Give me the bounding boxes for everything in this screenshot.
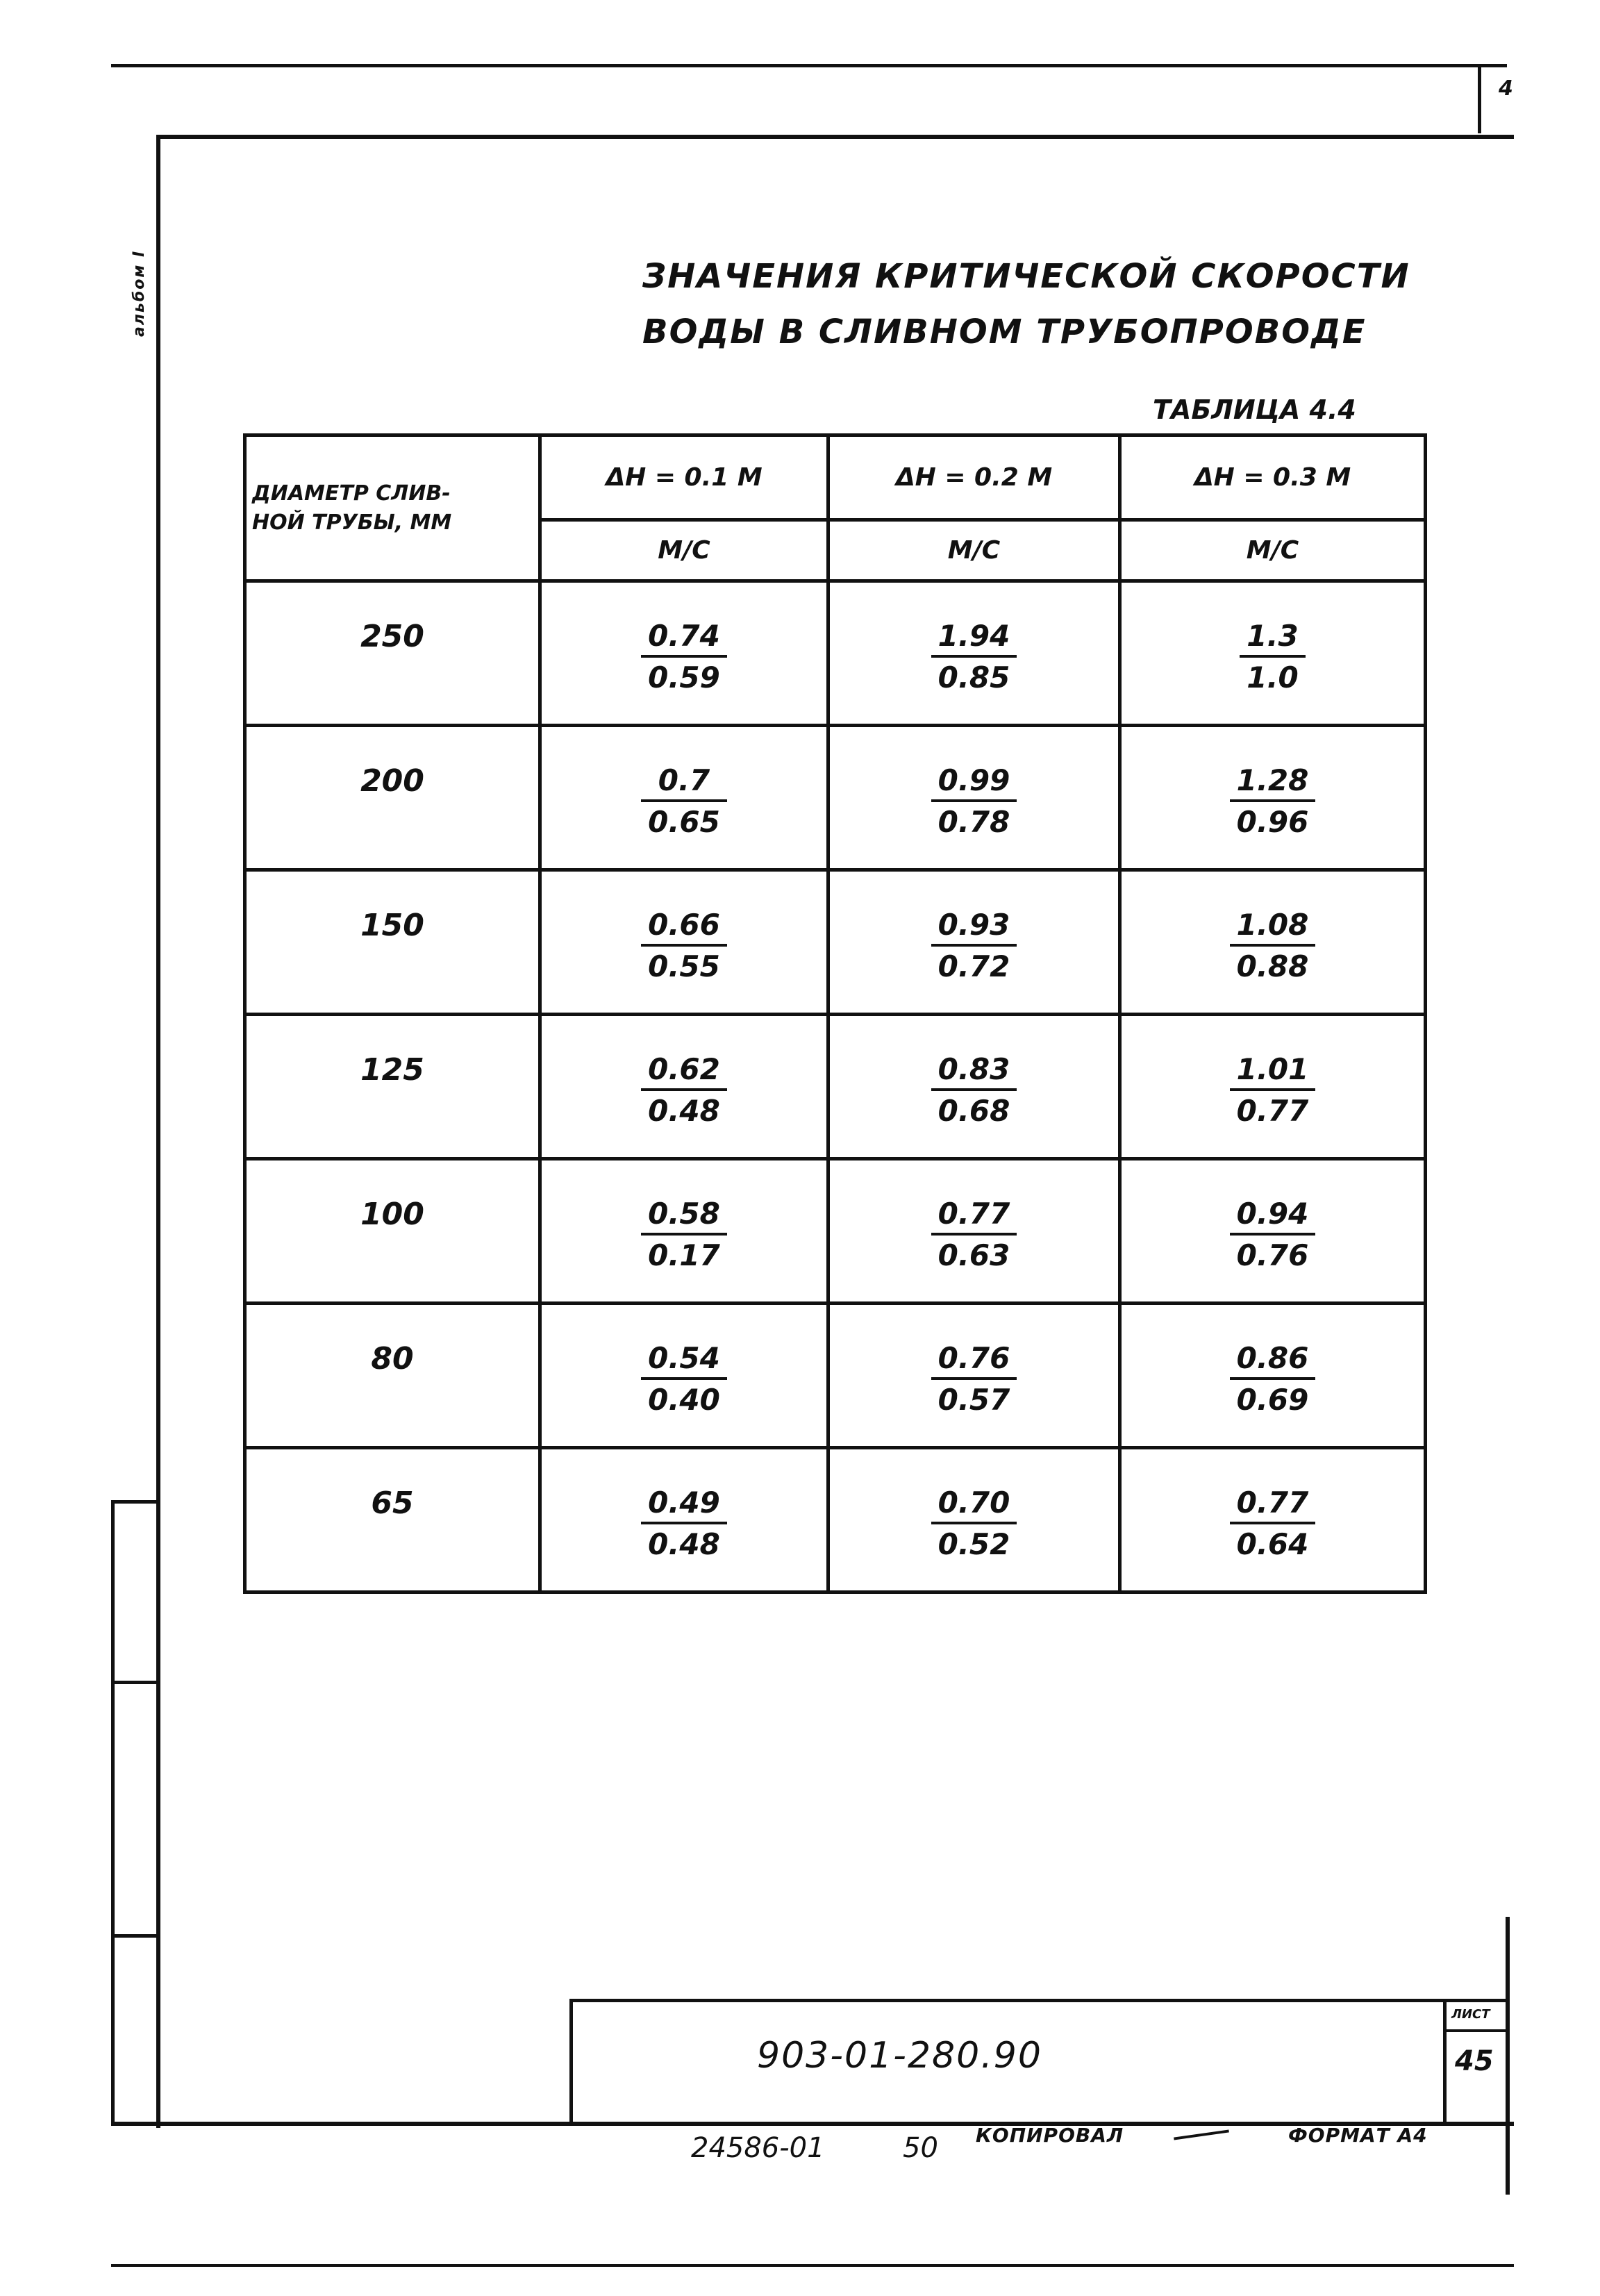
velocity-top: 0.66 bbox=[641, 908, 727, 947]
value-cell bbox=[540, 581, 828, 726]
corner-number: 4 bbox=[1499, 76, 1513, 101]
velocity-bottom: 0.48 bbox=[648, 1527, 720, 1561]
value-cell bbox=[828, 726, 1120, 870]
velocity-bottom: 0.57 bbox=[938, 1383, 1010, 1417]
velocity-top: 0.58 bbox=[641, 1197, 727, 1236]
copied-label: КОПИРОВАЛ bbox=[976, 2124, 1124, 2147]
value-cell bbox=[1120, 726, 1426, 870]
value-cell bbox=[1120, 1159, 1426, 1304]
velocity-bottom: 0.76 bbox=[1236, 1238, 1309, 1272]
velocity-bottom: 0.65 bbox=[648, 805, 720, 839]
value-cell bbox=[828, 1448, 1120, 1592]
value-cell bbox=[1120, 1448, 1426, 1592]
velocity-fraction bbox=[931, 1486, 1017, 1562]
velocity-fraction bbox=[641, 1052, 727, 1129]
velocity-bottom: 0.96 bbox=[1236, 805, 1309, 839]
velocity-top: 0.76 bbox=[931, 1341, 1017, 1380]
velocity-bottom: 0.88 bbox=[1236, 949, 1309, 983]
velocity-fraction bbox=[1230, 908, 1316, 984]
unit-cell-3: М/С bbox=[1120, 520, 1426, 581]
unit-cell-1: М/С bbox=[540, 520, 828, 581]
velocity-bottom: 0.64 bbox=[1236, 1527, 1309, 1561]
velocity-top: 0.70 bbox=[931, 1486, 1017, 1524]
diameter-cell: 250 bbox=[245, 581, 540, 726]
velocity-fraction bbox=[641, 1341, 727, 1417]
bottom-edge-line bbox=[111, 2264, 1514, 2267]
velocity-top: 1.3 bbox=[1240, 619, 1305, 658]
velocity-bottom: 0.17 bbox=[648, 1238, 720, 1272]
velocity-bottom: 0.72 bbox=[938, 949, 1010, 983]
header-row bbox=[245, 435, 1426, 520]
value-cell bbox=[540, 1304, 828, 1448]
frame-top-line bbox=[156, 135, 1514, 139]
velocity-bottom: 0.63 bbox=[938, 1238, 1010, 1272]
velocity-fraction bbox=[931, 1197, 1017, 1273]
velocity-fraction bbox=[931, 908, 1017, 984]
frame-right-line bbox=[1506, 1917, 1510, 2195]
stamp-top-line bbox=[569, 1999, 1508, 2002]
diameter-cell: 200 bbox=[245, 726, 540, 870]
velocity-fraction bbox=[1230, 1052, 1316, 1129]
sheet-number: 45 bbox=[1455, 2045, 1494, 2077]
velocity-fraction bbox=[641, 908, 727, 984]
velocity-fraction bbox=[931, 1341, 1017, 1417]
document-code: 903-01-280.90 bbox=[757, 2035, 1042, 2077]
critical-velocity-table bbox=[243, 433, 1427, 1594]
velocity-fraction bbox=[931, 1052, 1017, 1129]
velocity-fraction bbox=[1240, 619, 1305, 695]
velocity-top: 1.08 bbox=[1230, 908, 1316, 947]
velocity-bottom: 1.0 bbox=[1247, 660, 1299, 694]
velocity-bottom: 0.48 bbox=[648, 1094, 720, 1128]
table-row bbox=[245, 581, 1426, 726]
value-cell bbox=[1120, 1304, 1426, 1448]
velocity-fraction bbox=[1230, 1197, 1316, 1273]
velocity-top: 0.77 bbox=[931, 1197, 1017, 1236]
value-cell bbox=[540, 1159, 828, 1304]
stamp-sheet-label-line bbox=[1443, 2029, 1507, 2032]
top-border-line bbox=[111, 64, 1507, 67]
table-row bbox=[245, 1159, 1426, 1304]
velocity-top: 0.54 bbox=[641, 1341, 727, 1380]
side-box-line-1 bbox=[111, 1500, 160, 1504]
album-label: альбом I bbox=[131, 249, 148, 337]
diameter-header bbox=[245, 435, 540, 581]
velocity-top: 1.94 bbox=[931, 619, 1017, 658]
velocity-top: 1.28 bbox=[1230, 763, 1316, 802]
copied-signature bbox=[1174, 2129, 1229, 2140]
footer-number: 50 bbox=[903, 2132, 938, 2164]
velocity-top: 0.86 bbox=[1230, 1341, 1316, 1380]
velocity-fraction bbox=[641, 619, 727, 695]
value-cell bbox=[828, 1015, 1120, 1159]
sheet-label: ЛИСТ bbox=[1451, 2007, 1490, 2022]
velocity-top: 0.62 bbox=[641, 1052, 727, 1091]
velocity-top: 0.7 bbox=[641, 763, 727, 802]
velocity-top: 0.74 bbox=[641, 619, 727, 658]
value-cell bbox=[1120, 1015, 1426, 1159]
velocity-bottom: 0.59 bbox=[648, 660, 720, 694]
velocity-top: 0.94 bbox=[1230, 1197, 1316, 1236]
velocity-fraction bbox=[641, 1197, 727, 1273]
velocity-fraction bbox=[931, 763, 1017, 840]
velocity-bottom: 0.68 bbox=[938, 1094, 1010, 1128]
velocity-bottom: 0.85 bbox=[938, 660, 1010, 694]
unit-cell-2: М/С bbox=[828, 520, 1120, 581]
velocity-bottom: 0.40 bbox=[648, 1383, 720, 1417]
velocity-top: 0.77 bbox=[1230, 1486, 1316, 1524]
value-cell bbox=[540, 1448, 828, 1592]
table-label: ТАБЛИЦА 4.4 bbox=[1153, 394, 1356, 425]
value-cell bbox=[828, 870, 1120, 1015]
inventory-number: 24586-01 bbox=[691, 2132, 825, 2164]
side-box-left-line bbox=[111, 1500, 115, 2125]
value-cell bbox=[1120, 581, 1426, 726]
format-label: ФОРМАТ А4 bbox=[1288, 2124, 1428, 2147]
velocity-fraction bbox=[1230, 1486, 1316, 1562]
frame-left-line bbox=[156, 135, 160, 2128]
velocity-bottom: 0.69 bbox=[1236, 1383, 1309, 1417]
diameter-cell: 150 bbox=[245, 870, 540, 1015]
velocity-fraction bbox=[931, 619, 1017, 695]
velocity-bottom: 0.55 bbox=[648, 949, 720, 983]
velocity-top: 0.93 bbox=[931, 908, 1017, 947]
velocity-fraction bbox=[641, 1486, 727, 1562]
velocity-bottom: 0.78 bbox=[938, 805, 1010, 839]
velocity-top: 0.83 bbox=[931, 1052, 1017, 1091]
value-cell bbox=[540, 726, 828, 870]
value-cell bbox=[540, 870, 828, 1015]
stamp-left-line bbox=[569, 1999, 573, 2124]
diameter-header-line-1: ДИАМЕТР СЛИВ- bbox=[252, 481, 451, 506]
value-cell bbox=[540, 1015, 828, 1159]
diameter-header-line-2: НОЙ ТРУБЫ, ММ bbox=[252, 510, 452, 535]
value-cell bbox=[828, 1304, 1120, 1448]
velocity-fraction bbox=[641, 763, 727, 840]
side-box-line-3 bbox=[111, 1934, 160, 1938]
column-header-dh-0-3: ΔH = 0.3 М bbox=[1120, 435, 1426, 520]
velocity-top: 0.99 bbox=[931, 763, 1017, 802]
value-cell bbox=[1120, 870, 1426, 1015]
table-row bbox=[245, 1015, 1426, 1159]
diameter-cell: 100 bbox=[245, 1159, 540, 1304]
velocity-fraction bbox=[1230, 763, 1316, 840]
table-row bbox=[245, 726, 1426, 870]
velocity-bottom: 0.77 bbox=[1236, 1094, 1309, 1128]
title-line-1: ЗНАЧЕНИЯ КРИТИЧЕСКОЙ СКОРОСТИ bbox=[642, 257, 1410, 296]
diameter-cell: 65 bbox=[245, 1448, 540, 1592]
title-line-2: ВОДЫ В СЛИВНОМ ТРУБОПРОВОДЕ bbox=[642, 313, 1367, 351]
column-header-dh-0-2: ΔH = 0.2 М bbox=[828, 435, 1120, 520]
value-cell bbox=[828, 1159, 1120, 1304]
table-row bbox=[245, 870, 1426, 1015]
velocity-fraction bbox=[1230, 1341, 1316, 1417]
side-box-line-2 bbox=[111, 1681, 160, 1684]
diameter-cell: 125 bbox=[245, 1015, 540, 1159]
velocity-top: 1.01 bbox=[1230, 1052, 1316, 1091]
diameter-cell: 80 bbox=[245, 1304, 540, 1448]
value-cell bbox=[828, 581, 1120, 726]
column-header-dh-0-1: ΔH = 0.1 М bbox=[540, 435, 828, 520]
stamp-sheet-divider bbox=[1443, 1999, 1447, 2124]
table-row bbox=[245, 1448, 1426, 1592]
corner-box-left bbox=[1478, 64, 1481, 133]
velocity-top: 0.49 bbox=[641, 1486, 727, 1524]
table-row bbox=[245, 1304, 1426, 1448]
velocity-bottom: 0.52 bbox=[938, 1527, 1010, 1561]
